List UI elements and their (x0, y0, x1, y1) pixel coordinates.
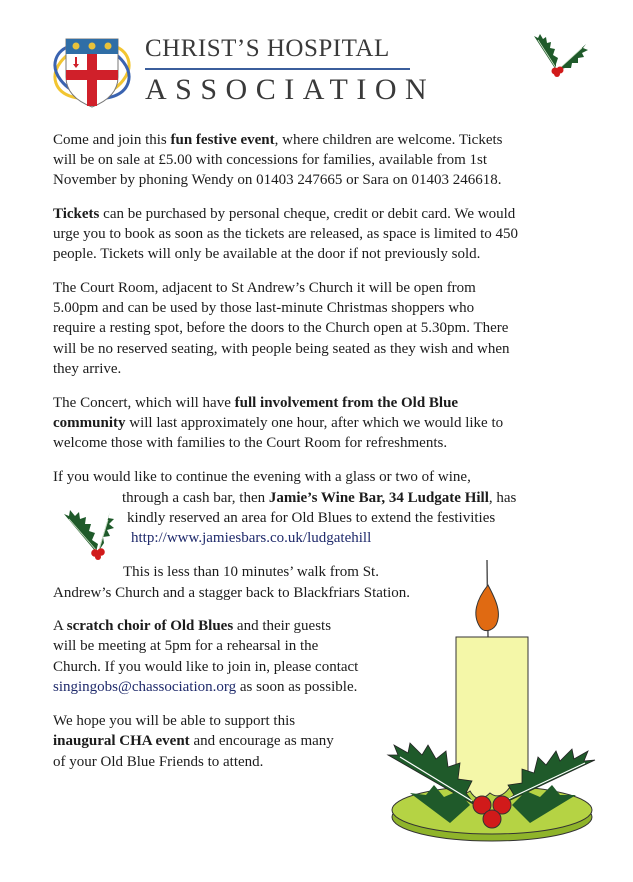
choir-email-link[interactable]: singingobs@chassociation.org (53, 679, 237, 695)
intro-paragraph-line-2: will be on sale at £5.00 with concessions for families, available from 1st (53, 152, 488, 168)
candle-illustration-icon (380, 555, 605, 845)
tickets-paragraph-line-3: people. Tickets will only be available at the door if not previously sold. (53, 246, 481, 262)
choir-paragraph-line-3: Church. If you would like to join in, please contact (53, 659, 359, 675)
organization-subtitle: ASSOCIATION (145, 73, 436, 106)
text-run: , has (488, 490, 517, 506)
text-run: through a cash bar, then (122, 490, 269, 506)
emphasis-inaugural-event: inaugural CHA event (53, 733, 190, 749)
text-run: and their guests (233, 618, 332, 634)
text-run: can be purchased by personal cheque, credit or debit card. We would (99, 206, 516, 222)
text-run: The Concert, which will have (53, 395, 235, 411)
closing-paragraph-line-1: We hope you will be able to support this (53, 713, 296, 729)
holly-icon (528, 28, 594, 78)
concert-paragraph-line-1 (53, 393, 458, 414)
holly-icon (60, 502, 118, 560)
christs-hospital-crest-icon (52, 33, 132, 109)
emphasis-old-blue: full involvement from the Old Blue (234, 395, 459, 411)
emphasis-tickets: Tickets (53, 206, 100, 222)
court-room-paragraph-line-5: they arrive. (53, 361, 122, 377)
court-room-paragraph-line-4: will be no reserved seating, with people being seated as they wish and when (53, 341, 510, 357)
text-run: and encourage as many (189, 733, 334, 749)
choir-paragraph-line-4 (53, 677, 357, 698)
tickets-paragraph-line-1 (53, 204, 515, 225)
intro-paragraph-line-3: November by phoning Wendy on 01403 247665 or Sara on 01403 246618. (53, 172, 502, 188)
choir-paragraph-line-2: will be meeting at 5pm for a rehearsal in the (53, 638, 319, 654)
text-run: Come and join this (53, 132, 171, 148)
wine-bar-paragraph-line-2 (122, 488, 516, 509)
flame-icon (476, 585, 499, 631)
berry-icon (483, 810, 501, 828)
text-run: as soon as possible. (236, 679, 358, 695)
emphasis-scratch-choir: scratch choir of Old Blues (66, 618, 234, 634)
emphasis-wine-bar: Jamie’s Wine Bar, 34 Ludgate Hill (268, 490, 489, 506)
wine-bar-paragraph-line-1: If you would like to continue the evening with a glass or two of wine, (53, 469, 471, 485)
text-run: will last approximately one hour, after which we would like to (125, 415, 504, 431)
emphasis-community: community (53, 415, 126, 431)
concert-paragraph-line-2 (53, 413, 503, 434)
court-room-paragraph-line-2: 5.00pm and can be used by those last-minute Christmas shoppers who (53, 300, 475, 316)
choir-paragraph-line-1 (53, 616, 331, 637)
walk-paragraph-line-1: This is less than 10 minutes’ walk from St. (123, 564, 379, 580)
closing-paragraph-line-3: of your Old Blue Friends to attend. (53, 754, 264, 770)
walk-paragraph-line-2: Andrew’s Church and a stagger back to Blackfriars Station. (53, 585, 410, 601)
logo-divider (145, 68, 410, 70)
concert-paragraph-line-3: welcome those with families to the Court Room for refreshments. (53, 435, 448, 451)
text-run: , where children are welcome. Tickets (274, 132, 503, 148)
wine-bar-link[interactable]: http://www.jamiesbars.co.uk/ludgatehill (131, 530, 372, 546)
court-room-paragraph-line-1: The Court Room, adjacent to St Andrew’s Church it will be open from (53, 280, 476, 296)
closing-paragraph-line-2 (53, 731, 334, 752)
wine-bar-paragraph-line-3: kindly reserved an area for Old Blues to extend the festivities (127, 510, 496, 526)
tickets-paragraph-line-2: urge you to book as soon as the tickets are released, as space is limited to 450 (53, 226, 519, 242)
emphasis-fun-festive-event: fun festive event (170, 132, 275, 148)
court-room-paragraph-line-3: require a resting spot, before the doors to the Church open at 5.30pm. There (53, 320, 509, 336)
intro-paragraph-line-1 (53, 130, 503, 151)
text-run: A (53, 618, 67, 634)
organization-title: CHRIST’S HOSPITAL (145, 35, 390, 62)
